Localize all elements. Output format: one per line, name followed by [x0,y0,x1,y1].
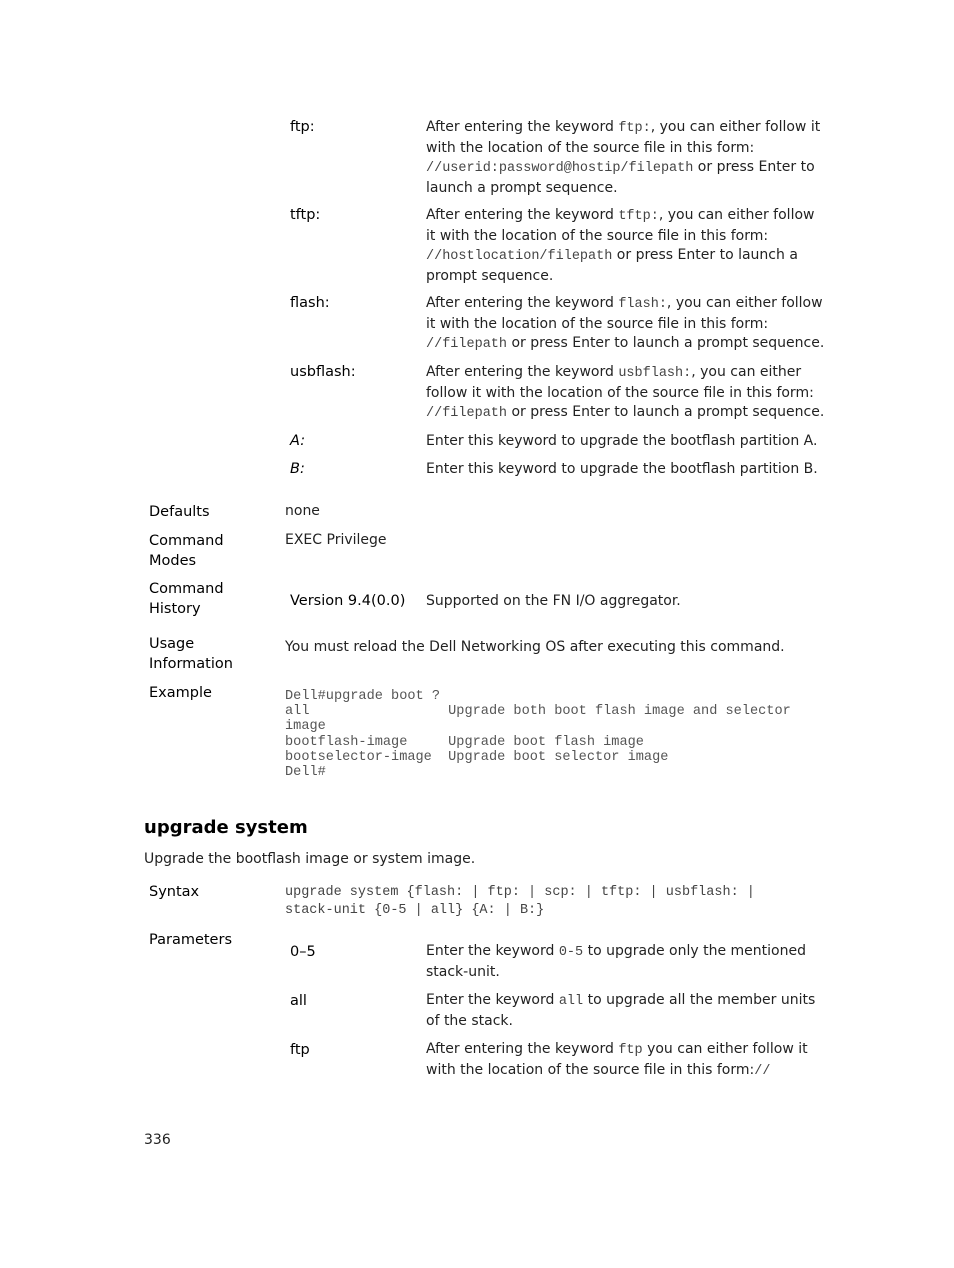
param-desc-0-5: Enter the keyword 0-5 to upgrade only the mentioned stack-unit. [426,943,806,980]
param-key-flash: flash: [290,295,330,311]
page-number: 336 [144,1132,171,1148]
section-title: upgrade system [144,817,308,838]
usage-label: Usage Information [149,636,233,672]
command-modes-value: EXEC Privilege [285,532,387,548]
parameters-label: Parameters [149,932,232,948]
section-intro: Upgrade the bootflash image or system image. [144,851,476,867]
param-desc-ftp: After entering the keyword ftp:, you can either follow it with the location of the source file in this form: //userid:password@hostip/filepath or press Enter to launch a prompt sequence. [426,119,821,197]
param-key-usbflash: usbflash: [290,364,356,380]
param-desc-a: Enter this keyword to upgrade the bootflash partition A. [426,433,818,449]
param-key-ftp-system: ftp [290,1042,310,1058]
defaults-label: Defaults [149,504,210,520]
example-code: Dell#upgrade boot ? all Upgrade both boot flash image and selector image bootflash-image Upgrade boot flash image bootselector-image Upgrade boot selector image Dell# [285,689,791,781]
param-desc-ftp-system: After entering the keyword ftp you can either follow it with the location of the source file in this form:// [426,1041,808,1079]
param-desc-flash: After entering the keyword flash:, you can either follow it with the location of the source file in this form: //filepath or press Enter to launch a prompt sequence. [426,295,825,353]
param-key-ftp: ftp: [290,119,315,135]
param-desc-all: Enter the keyword all to upgrade all the member units of the stack. [426,992,816,1029]
param-desc-usbflash: After entering the keyword usbflash:, you can either follow it with the location of the source file in this form: //filepath or press Enter to launch a prompt sequence. [426,364,825,422]
usage-text: You must reload the Dell Networking OS after executing this command. [285,639,785,655]
command-history-label: Command History [149,581,224,617]
syntax-line-1: upgrade system {flash: | ftp: | scp: | tftp: | usbflash: | [285,885,755,900]
command-history-text: Supported on the FN I/O aggregator. [426,593,681,609]
param-key-tftp: tftp: [290,207,321,223]
defaults-value: none [285,503,320,519]
param-desc-tftp: After entering the keyword tftp:, you can either follow it with the location of the source file in this form: //hostlocation/filepath or press Enter to launch a prompt sequence. [426,207,815,285]
command-history-version: Version 9.4(0.0) [290,593,406,609]
param-key-0-5: 0–5 [290,944,316,960]
example-label: Example [149,685,212,701]
param-key-b: B: [290,461,305,477]
syntax-line-2: stack-unit {0-5 | all} {A: | B:} [285,903,545,918]
param-key-all: all [290,993,307,1009]
syntax-label: Syntax [149,884,200,900]
command-modes-label: Command Modes [149,533,224,569]
param-desc-b: Enter this keyword to upgrade the bootflash partition B. [426,461,818,477]
param-key-a: A: [290,433,306,449]
